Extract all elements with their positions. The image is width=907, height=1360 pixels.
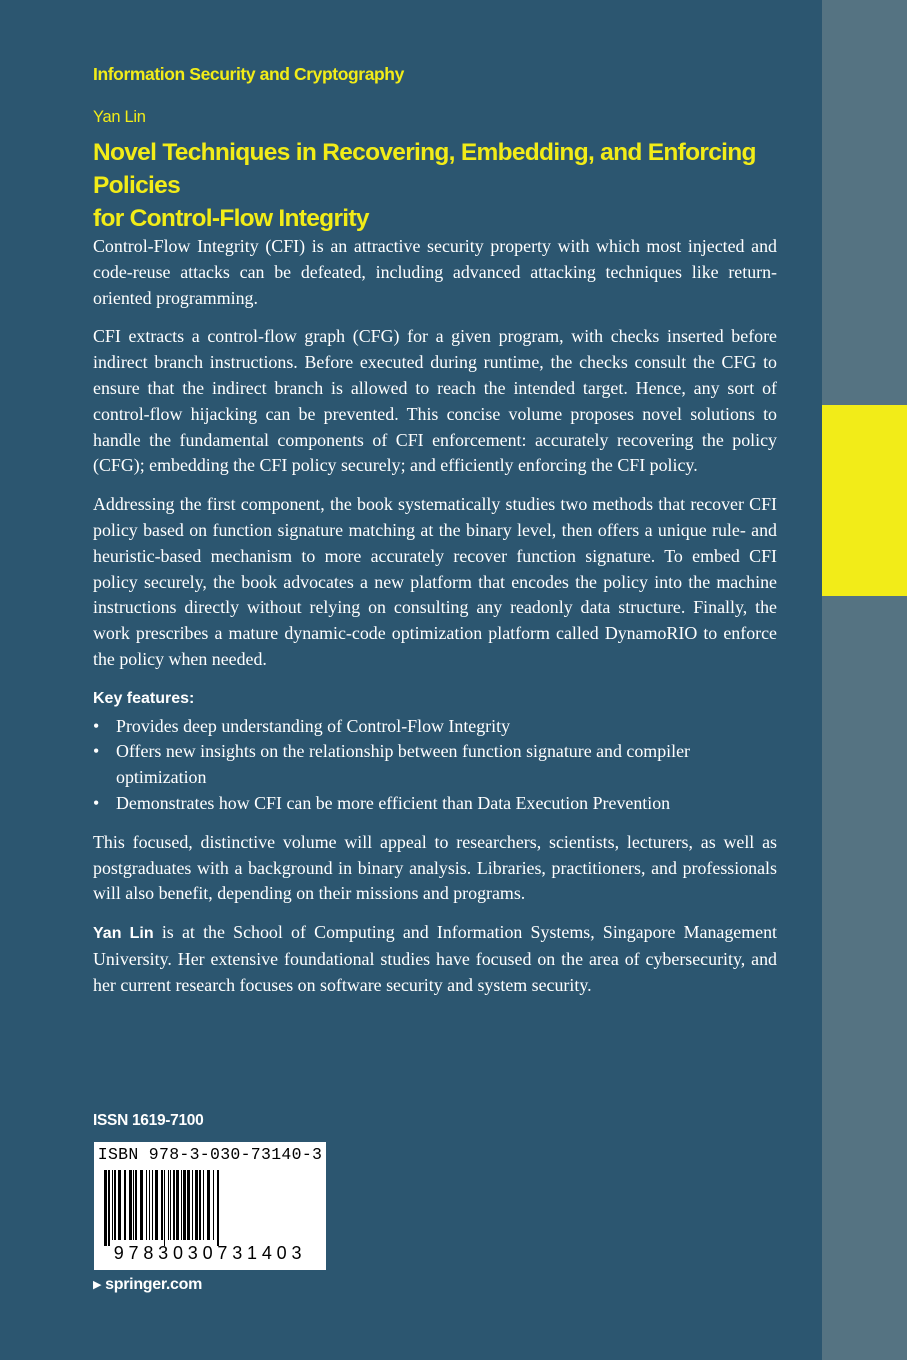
bio-text: is at the School of Computing and Information Systems, Singapore Management University. Her extensive foundational studies have focused on the area of cybersecurity, and her current research focuses on software security and system security. xyxy=(93,922,778,995)
publisher-link[interactable] xyxy=(93,1276,202,1294)
arrow-icon: ▶ xyxy=(93,1279,102,1291)
paragraph: Addressing the first component, the book systematically studies two methods that recover CFI policy based on function signature matching at the binary level, then offers a unique rule- and heuristic-based mechanism to more accurately recover function signature. To embed CFI policy securely, the book advocates a new platform that encodes the policy into the machine instructions directly without relying on consulting any readonly data structure. Finally, the work prescribes a mature dynamic-code optimization platform called DynamoRIO to enforce the policy when needed. xyxy=(93,494,777,669)
author-name: Yan Lin xyxy=(93,108,146,126)
key-features-heading: Key features: xyxy=(93,689,195,707)
list-item xyxy=(93,739,777,791)
list-item xyxy=(93,714,777,740)
list-item xyxy=(93,791,777,817)
barcode-icon xyxy=(104,1170,316,1246)
isbn: ISBN 978-3-030-73140-3 xyxy=(97,1145,323,1164)
feature-text: Demonstrates how CFI can be more efficient than Data Execution Prevention xyxy=(116,792,671,813)
barcode-box xyxy=(94,1142,326,1270)
audience-paragraph: This focused, distinctive volume will appeal to researchers, scientists, lecturers, as well as postgraduates with a background in binary analysis. Libraries, practitioners, and professionals will also benefit, depending on their missions and programs. xyxy=(93,831,777,904)
blurb xyxy=(93,234,777,1012)
key-features-list xyxy=(93,714,777,817)
feature-text: Provides deep understanding of Control-Flow Integrity xyxy=(116,715,511,736)
spine-strip xyxy=(822,0,907,1360)
bullet-icon: • xyxy=(93,715,100,736)
bullet-icon: • xyxy=(93,792,100,813)
author-bio xyxy=(93,920,777,998)
issn: ISSN 1619-7100 xyxy=(93,1112,204,1129)
paragraph: CFI extracts a control-flow graph (CFG) for a given program, with checks inserted before indirect branch instructions. Before executed during runtime, the checks consult the CFG to ensure that the indirect branch is allowed to reach the intended target. Hence, any sort of control-flow hijacking can be prevented. This concise volume proposes novel solutions to handle the fundamental components of CFI enforcement: accurately recovering the policy (CFG); embedding the CFI policy securely; and efficiently enforcing the CFI policy. xyxy=(93,326,777,476)
paragraph: Control-Flow Integrity (CFI) is an attractive security property with which most injected and code-reuse attacks can be defeated, including advanced attacking techniques like return-oriented programming. xyxy=(93,236,777,308)
publisher-url: springer.com xyxy=(105,1276,203,1293)
book-title xyxy=(93,136,813,235)
series-title: Information Security and Cryptography xyxy=(93,64,404,84)
bullet-icon: • xyxy=(93,741,100,762)
yellow-tab xyxy=(822,405,907,596)
bio-name: Yan Lin xyxy=(93,925,154,943)
title-line: Novel Techniques in Recovering, Embedding, and Enforcing Policies xyxy=(93,139,756,199)
barcode-digits: 9783030731403 xyxy=(113,1243,307,1263)
title-line: for Control-Flow Integrity xyxy=(93,205,369,232)
feature-text: Offers new insights on the relationship between function signature and compiler optimization xyxy=(116,741,691,788)
